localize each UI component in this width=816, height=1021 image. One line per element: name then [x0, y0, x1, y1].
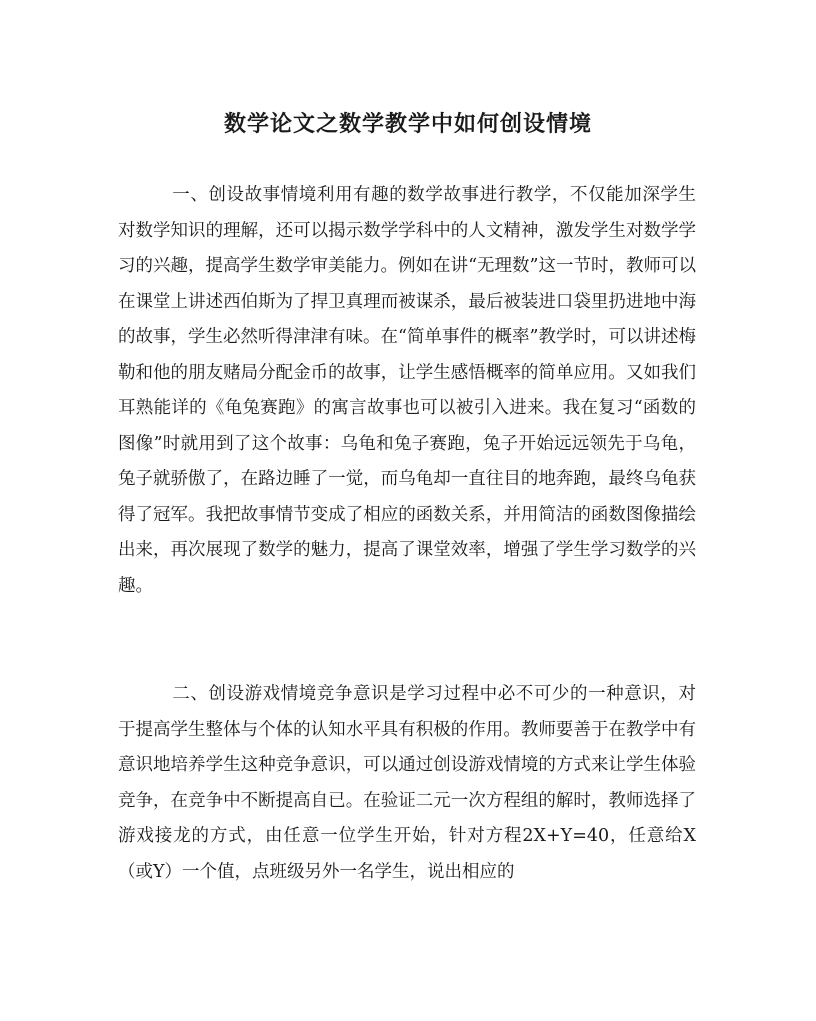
- paragraph-game-situation: 二、创设游戏情境竞争意识是学习过程中必不可少的一种意识，对于提高学生整体与个体的认知水平具有积极的作用。教师要善于在教学中有意识地培养学生这种竞争意识，可以通过创设游戏情境的方式来让学生体验竞争，在竞争中不断提高自已。在验证二元一次方程组的解时，教师选择了游戏接龙的方式，由任意一位学生开始，针对方程2X+Y=40，任意给X（或Y）一个值，点班级另外一名学生，说出相应的: [118, 684, 696, 882]
- document-title: 数学论文之数学教学中如何创设情境: [223, 111, 592, 137]
- paragraph-story-situation: 一、创设故事情境利用有趣的数学故事进行教学，不仅能加深学生对数学知识的理解，还可以揭示数学学科中的人文精神，激发学生对数学学习的兴趣，提高学生数学审美能力。例如在讲“无理数”这一节时，教师可以在课堂上讲述西伯斯为了捍卫真理而被谋杀，最后被装进口袋里扔进地中海的故事，学生必然听得津津有味。在“简单事件的概率”教学时，可以讲述梅勒和他的朋友赌局分配金币的故事，让学生感悟概率的简单应用。又如我们耳熟能详的《龟兔赛跑》的寓言故事也可以被引入进来。我在复习“函数的图像”时就用到了这个故事：乌龟和兔子赛跑，兔子开始远远领先于乌龟，兔子就骄傲了，在路边睡了一觉，而乌龟却一直往目的地奔跑，最终乌龟获得了冠军。我把故事情节变成了相应的函数关系，并用简洁的函数图像描绘出来，再次展现了数学的魅力，提高了课堂效率，增强了学生学习数学的兴趣。: [118, 185, 696, 596]
